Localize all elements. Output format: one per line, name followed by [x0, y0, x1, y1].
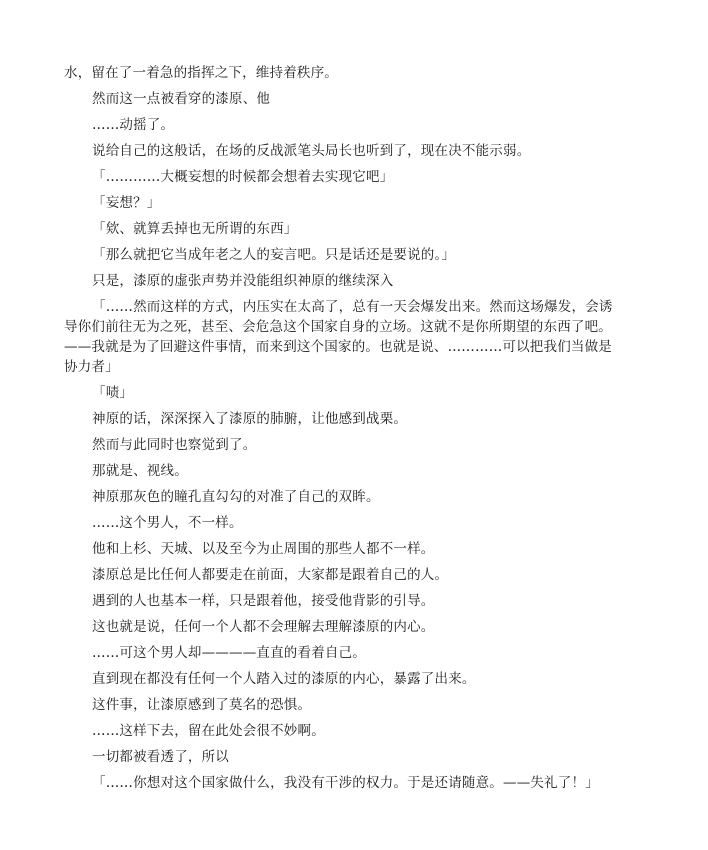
paragraph: 「……你想对这个国家做什么，我没有干涉的权力。于是还请随意。——失礼了！」 — [92, 775, 599, 791]
paragraph: 「……然而这样的方式，内压实在太高了，总有一天会爆发出来。然而这场爆发，会诱导你们前往无为之死，甚至、会危急这个国家自身的立场。这就不是你所期望的东西了吧。——我就是为了回避这件事情，而来到这个国家的。也就是说、…………可以把我们当做是协力者」 — [64, 299, 613, 375]
paragraph: 只是，漆原的虚张声势并没能组织神原的继续深入 — [92, 273, 394, 289]
paragraph: 这也就是说，任何一个人都不会理解去理解漆原的内心。 — [92, 619, 435, 635]
paragraph: 「妄想？」 — [92, 195, 161, 211]
paragraph: 「欸、就算丢掉也无所谓的东西」 — [92, 221, 298, 237]
paragraph: 「…………大概妄想的时候都会想着去实现它吧」 — [92, 169, 394, 185]
paragraph: 直到现在都没有任何一个人踏入过的漆原的内心，暴露了出来。 — [92, 671, 476, 687]
paragraph: 这件事，让漆原感到了莫名的恐惧。 — [92, 697, 312, 713]
paragraph: 然而与此同时也察觉到了。 — [92, 437, 257, 453]
paragraph: 「啧」 — [92, 385, 134, 401]
paragraph: ……动摇了。 — [92, 117, 175, 133]
paragraph: 然而这一点被看穿的漆原、他 — [92, 91, 271, 107]
paragraph: ……可这个男人却————直直的看着自己。 — [92, 645, 366, 661]
paragraph: 一切都被看透了，所以 — [92, 749, 229, 765]
paragraph: 「那么就把它当成年老之人的妄言吧。只是话还是要说的。」 — [92, 247, 456, 263]
paragraph: 遇到的人也基本一样，只是跟着他，接受他背影的引导。 — [92, 593, 435, 609]
paragraph: 神原那灰色的瞳孔直勾勾的对准了自己的双眸。 — [92, 489, 380, 505]
paragraph: 漆原总是比任何人都要走在前面，大家都是跟着自己的人。 — [92, 567, 449, 583]
paragraph: 神原的话，深深探入了漆原的肺腑，让他感到战栗。 — [92, 411, 408, 427]
paragraph: 他和上杉、天城、以及至今为止周围的那些人都不一样。 — [92, 541, 435, 557]
paragraph: ……这个男人，不一样。 — [92, 515, 243, 531]
paragraph: ……这样下去，留在此处会很不妙啊。 — [92, 723, 325, 739]
paragraph: 说给自己的这般话，在场的反战派笔头局长也听到了，现在决不能示弱。 — [92, 143, 531, 159]
paragraph: 那就是、视线。 — [92, 463, 188, 479]
paragraph: 水，留在了一着急的指挥之下，维持着秩序。 — [64, 65, 338, 81]
